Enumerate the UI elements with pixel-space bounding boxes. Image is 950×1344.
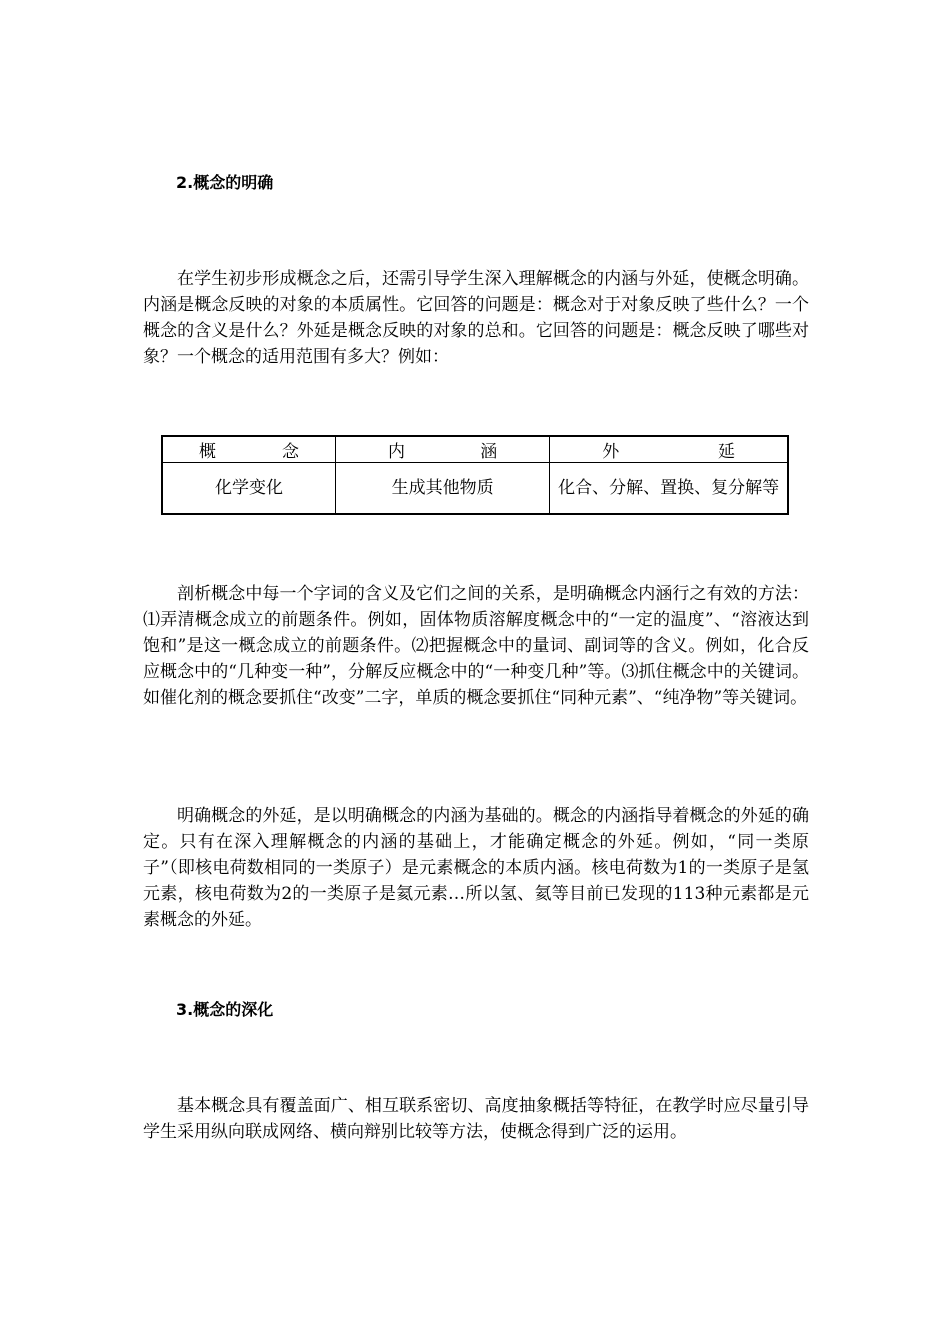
header-extension-char-2: 延 <box>718 442 735 462</box>
section-3-heading: 3.概念的深化 <box>176 1000 274 1019</box>
header-intension-char-2: 涵 <box>480 442 498 462</box>
table-row <box>162 463 788 515</box>
cell-concept: 化学变化 <box>162 463 335 515</box>
cell-intension: 生成其他物质 <box>335 463 549 515</box>
table-header-row <box>162 436 788 463</box>
header-extension-char-1: 外 <box>602 442 620 462</box>
header-intension <box>335 436 549 463</box>
section-2-heading: 2.概念的明确 <box>176 173 274 192</box>
concept-table <box>161 435 789 515</box>
header-concept-char-1: 概 <box>199 442 216 462</box>
header-concept <box>162 436 335 463</box>
cell-extension: 化合、分解、置换、复分解等 <box>550 463 788 515</box>
section-2-paragraph-2: 剖析概念中每一个字词的含义及它们之间的关系，是明确概念内涵行之有效的方法：⑴弄清概念成立的前题条件。例如，固体物质溶解度概念中的“一定的温度”、“溶液达到饱和”是这一概念成立的前题条件。⑵把握概念中的量词、副词等的含义。例如，化合反应概念中的“几种变一种”，分解反应概念中的“一种变几种”等。⑶抓住概念中的关键词。如催化剂的概念要抓住“改变”二字，单质的概念要抓住“同种元素”、“纯净物”等关键词。 <box>143 584 809 708</box>
header-extension <box>550 436 788 463</box>
header-concept-char-2: 念 <box>281 442 299 462</box>
header-intension-char-1: 内 <box>387 442 405 462</box>
section-2-paragraph-1: 在学生初步形成概念之后，还需引导学生深入理解概念的内涵与外延，使概念明确。内涵是概念反映的对象的本质属性。它回答的问题是：概念对于对象反映了些什么？一个概念的含义是什么？外延是概念反映的对象的总和。它回答的问题是：概念反映了哪些对象？一个概念的适用范围有多大？例如： <box>143 269 809 367</box>
section-2-paragraph-3: 明确概念的外延，是以明确概念的内涵为基础的。概念的内涵指导着概念的外延的确定。只有在深入理解概念的内涵的基础上，才能确定概念的外延。例如，“同一类原子”（即核电荷数相同的一类原子）是元素概念的本质内涵。核电荷数为1的一类原子是氢元素，核电荷数为2的一类原子是氦元素…所以氢、氦等目前已发现的113种元素都是元素概念的外延。 <box>143 806 809 930</box>
section-3-paragraph-1: 基本概念具有覆盖面广、相互联系密切、高度抽象概括等特征，在教学时应尽量引导学生采用纵向联成网络、横向辩别比较等方法，使概念得到广泛的运用。 <box>143 1096 809 1142</box>
